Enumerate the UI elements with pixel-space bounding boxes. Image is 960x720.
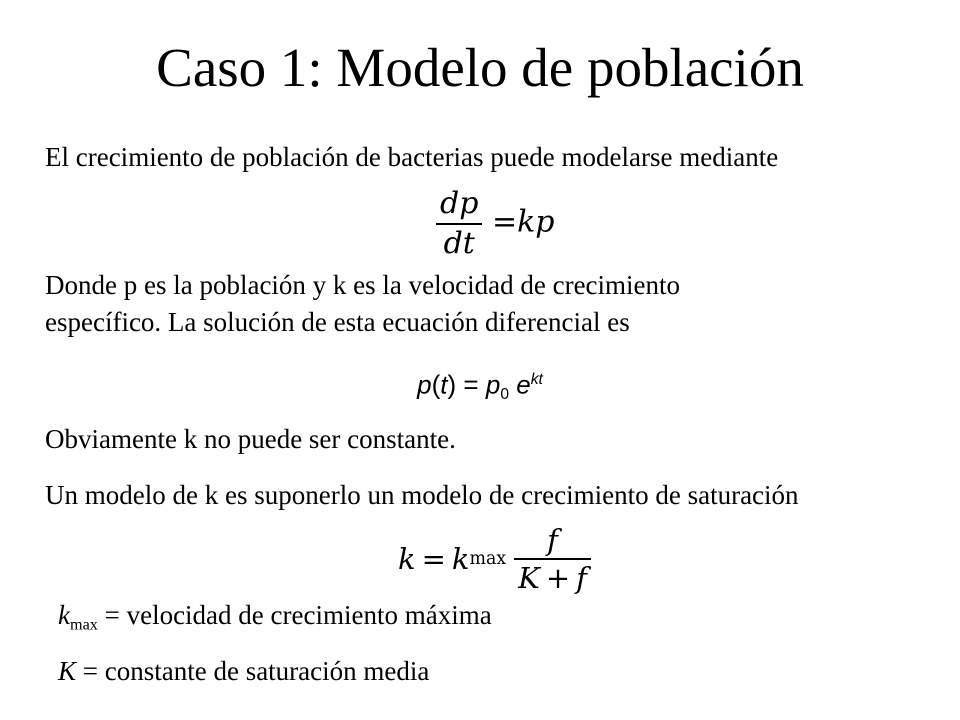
- definition-kmax-text: = velocidad de crecimiento máxima: [97, 600, 492, 630]
- definition-K-text: = constante de saturación media: [76, 656, 430, 686]
- solution-p: p: [417, 369, 432, 400]
- fraction-saturation: [514, 525, 591, 594]
- equation-dp-dt: [436, 188, 555, 259]
- definition-K-symbol: K: [58, 656, 77, 686]
- modelo-text: Un modelo de k es suponerlo un modelo de crecimiento de saturación: [45, 480, 799, 510]
- solution-p0: p: [485, 369, 501, 400]
- solution-t: t: [440, 369, 448, 400]
- solution-equals: =: [456, 369, 486, 400]
- saturation-den-K: K: [518, 561, 540, 596]
- saturation-numerator: f: [547, 523, 558, 557]
- equation-saturation: [398, 525, 591, 594]
- definition-kmax: [58, 598, 492, 642]
- saturation-equals: =: [421, 542, 446, 577]
- saturation-fraction-bar: [514, 558, 591, 560]
- solution-rparen: ): [447, 369, 457, 400]
- solution-exponent: kt: [530, 371, 543, 388]
- definition-kmax-subscript: max: [69, 615, 98, 634]
- saturation-den-f: f: [576, 561, 587, 596]
- fraction-denominator: dt: [443, 225, 475, 261]
- saturation-denominator: [514, 561, 591, 596]
- saturation-k: k: [398, 542, 416, 577]
- where-text-line-1: Donde p es la población y k es la velocidad de crecimiento: [45, 270, 681, 300]
- equation-rhs: kp: [517, 204, 555, 240]
- where-text-line-2: específico. La solución de esta ecuación diferencial es: [45, 307, 630, 337]
- intro-text: El crecimiento de población de bacterias puede modelarse mediante: [45, 142, 779, 172]
- fraction-bar: [436, 223, 482, 225]
- definition-kmax-symbol: k: [58, 600, 70, 630]
- slide-title: Caso 1: Modelo de población: [156, 37, 804, 98]
- saturation-kmax: k: [451, 542, 470, 577]
- solution-lparen: (: [431, 369, 441, 400]
- saturation-plus: +: [545, 561, 571, 596]
- fraction-dp-dt: [436, 188, 482, 259]
- definition-K: [58, 654, 429, 688]
- solution-p0-subscript: 0: [500, 385, 509, 403]
- solution-e: e: [509, 369, 531, 400]
- saturation-kmax-subscript: max: [469, 549, 507, 570]
- obviamente-text: Obviamente k no puede ser constante.: [45, 424, 456, 454]
- equation-solution: [0, 363, 960, 412]
- fraction-numerator: dp: [440, 186, 479, 221]
- equals-sign: =: [491, 204, 518, 240]
